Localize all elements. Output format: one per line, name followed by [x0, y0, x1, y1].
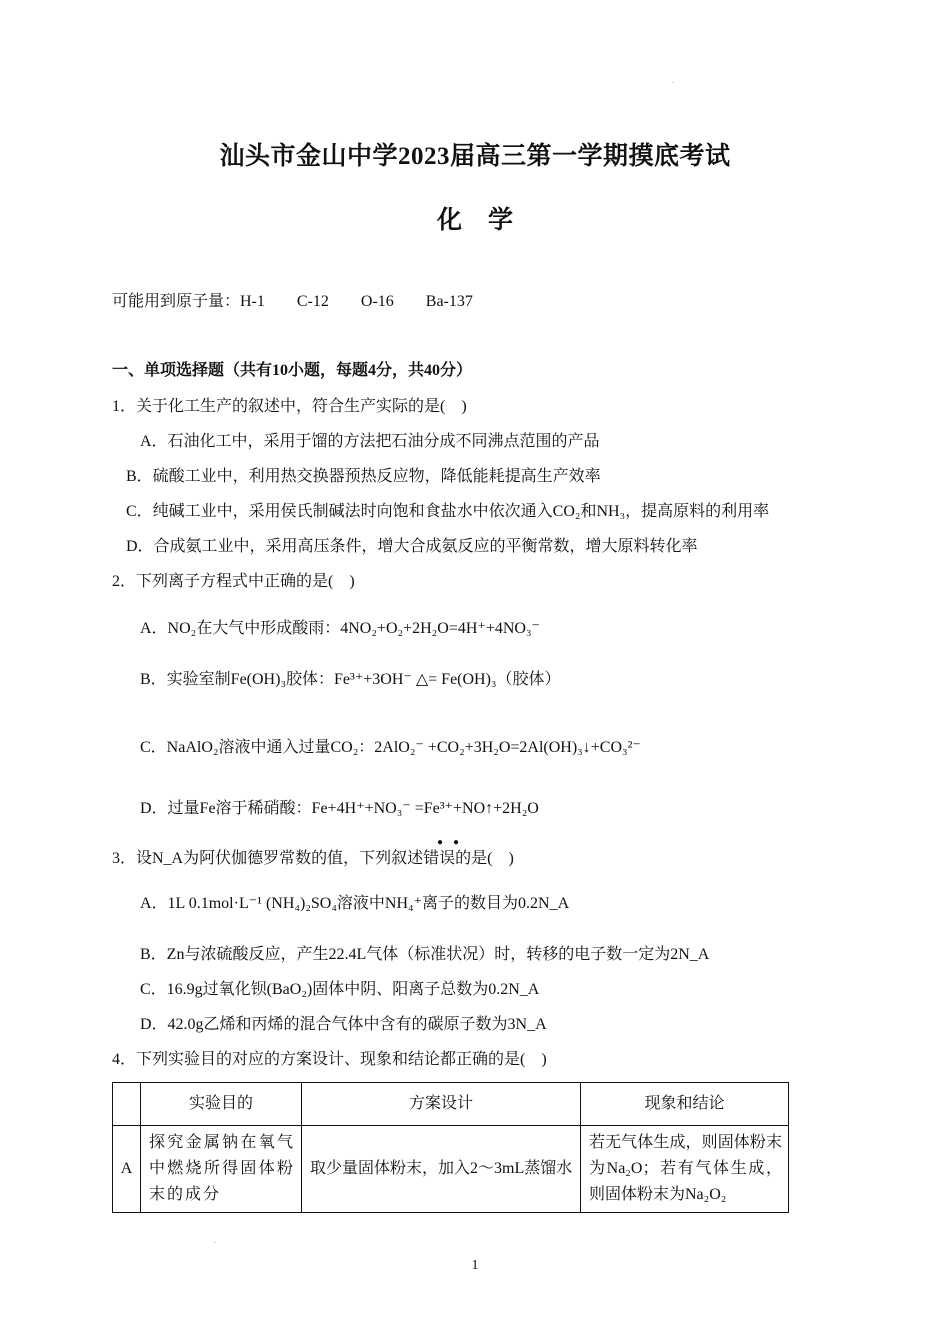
- question-2-option-d: D．过量Fe溶于稀硝酸：Fe+4H⁺+NO₃⁻ =Fe³⁺+NO↑+2H₂O: [140, 800, 539, 817]
- table-row: [113, 1126, 789, 1213]
- scan-mark: .: [672, 76, 674, 85]
- question-3-option-b: B．Zn与浓硫酸反应，产生22.4L气体（标准状况）时，转移的电子数一定为2N_A: [140, 946, 710, 963]
- question-3-option-c: C．16.9g过氧化钡(BaO₂)固体中阴、阳离子总数为0.2N_A: [140, 981, 540, 998]
- question-2-option-c: C．NaAlO₂溶液中通入过量CO₂：2AlO₂⁻ +CO₂+3H₂O=2Al(OH)₃↓+CO₃²⁻: [140, 739, 641, 756]
- subject-title: 化学: [436, 207, 539, 234]
- question-3-option-d: D．42.0g乙烯和丙烯的混合气体中含有的碳原子数为3N_A: [140, 1016, 547, 1033]
- row-purpose: 探究金属钠在氧气中燃烧所得固体粉末的成分: [141, 1126, 302, 1213]
- question-4-stem: 4．下列实验目的对应的方案设计、现象和结论都正确的是( ): [112, 1051, 547, 1068]
- question-1-stem: 1．关于化工生产的叙述中，符合生产实际的是( ): [112, 398, 467, 415]
- question-2-option-a: A．NO₂在大气中形成酸雨：4NO₂+O₂+2H₂O=4H⁺+4NO₃⁻: [140, 620, 540, 637]
- scan-mark: .: [214, 1236, 216, 1245]
- exam-title: 汕头市金山中学2023届高三第一学期摸底考试: [219, 143, 731, 170]
- question-1-option-d: D．合成氨工业中，采用高压条件，增大合成氨反应的平衡常数，增大原料转化率: [126, 538, 698, 555]
- section-heading: 一、单项选择题（共有10小题，每题4分，共40分）: [112, 362, 473, 379]
- table-header-purpose: 实验目的: [141, 1083, 302, 1126]
- question-1-option-c: C．纯碱工业中，采用侯氏制碱法时向饱和食盐水中依次通入CO₂和NH₃，提高原料的利用率: [126, 503, 770, 520]
- page-number: 1: [471, 1258, 479, 1273]
- experiment-table: [112, 1082, 789, 1213]
- table-header-design: 方案设计: [302, 1083, 581, 1126]
- table-header-label: [113, 1083, 141, 1126]
- table-header-row: [113, 1083, 789, 1126]
- question-1-option-a: A．石油化工中，采用于馏的方法把石油分成不同沸点范围的产品: [140, 433, 600, 450]
- question-1-option-b: B．硫酸工业中，利用热交换器预热反应物，降低能耗提高生产效率: [126, 468, 601, 485]
- question-2-stem: 2．下列离子方程式中正确的是( ): [112, 573, 355, 590]
- table-header-result: 现象和结论: [581, 1083, 789, 1126]
- atomic-masses: 可能用到原子量：H-1 C-12 O-16 Ba-137: [112, 293, 473, 310]
- emphasis-dot: ●: [437, 837, 444, 848]
- row-design: 取少量固体粉末，加入2～3mL蒸馏水: [302, 1126, 581, 1213]
- question-3-option-a: A．1L 0.1mol·L⁻¹ (NH₄)₂SO₄溶液中NH₄⁺离子的数目为0.2N_A: [140, 895, 570, 912]
- row-result: 若无气体生成，则固体粉末为Na₂O；若有气体生成，则固体粉末为Na₂O₂: [581, 1126, 789, 1213]
- row-label: A: [113, 1126, 141, 1213]
- emphasis-dot: ●: [453, 837, 460, 848]
- question-2-option-b: B．实验室制Fe(OH)₃胶体：Fe³⁺+3OH⁻ △= Fe(OH)₃（胶体）: [140, 671, 561, 688]
- question-3-stem: 3．设N_A为阿伏伽德罗常数的值，下列叙述错误的是( ): [112, 850, 514, 867]
